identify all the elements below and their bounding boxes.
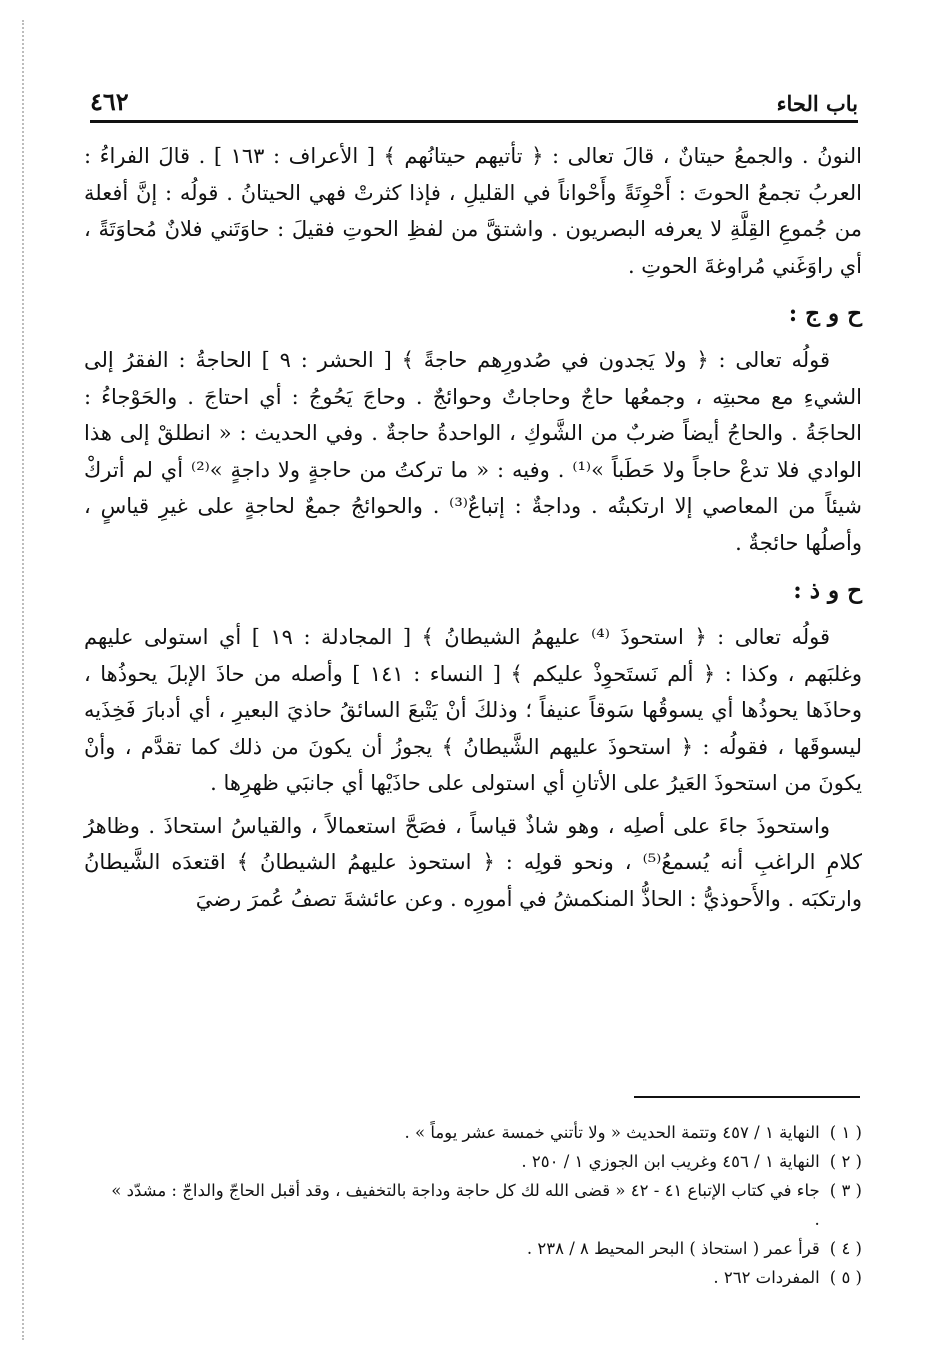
- footnote-item: [110, 1118, 862, 1147]
- footnote-text: النهاية ١ / ٤٥٦ وغريب ابن الجوزي ١ / ٢٥٠ .: [521, 1152, 820, 1171]
- running-title: باب الحاء: [776, 91, 858, 116]
- footnote-item: [110, 1263, 862, 1292]
- page-header: [90, 82, 858, 123]
- footnote-number: ( ٣ ): [829, 1181, 862, 1200]
- root-hwj-paragraph: قولُه تعالى : ﴿ ولا يَجدون في صُدورِهم حاجةً ﴾ [ الحشر : ٩ ] الحاجةُ : الفقرُ إلى الشيءِ مع محبتِه ، وجمعُها حاجٌ وحاجاتٌ وحوائجٌ . وحاجَ يَحُوجُ : أي احتاجَ . والحَوْجاءُ : الحاجَةُ . والحاجُ أيضاً ضربٌ من الشَّوكِ ، الواحدةُ حاجةٌ . وفي الحديث : « انطلقْ إلى هذا الوادي فلا تدعْ حاجاً ولا حَطَباً »⁽¹⁾ . وفيه : « ما تركتُ من حاجةٍ ولا داجةٍ »⁽²⁾ أي لم أتركْ شيئاً من المعاصي إلا ارتكبتُه . وداجةٌ : إتباعٌ⁽³⁾ . والحوائجُ جمعٌ لحاجةٍ على غيرِ قياسٍ ، وأصلُها حائجةٌ .: [84, 348, 863, 555]
- root-heading-hwj: ح و ج :: [788, 300, 862, 327]
- footnote-text: النهاية ١ / ٤٥٧ وتتمة الحديث « ولا تأتني خمسة عشر يوماً » .: [404, 1123, 820, 1142]
- page-number: ٤٦٢: [90, 87, 129, 116]
- footnote-item: [110, 1147, 862, 1176]
- root-hwdh-paragraph-2: واستحوذَ جاءَ على أصلِه ، وهو شاذٌ قياساً ، فصَحَّ استعمالاً ، والقياسُ استحاذَ . وظاهرُ كلامِ الراغبِ أنه يُسمعُ⁽⁵⁾ ، ونحو قولِه : ﴿ استحوذ عليهمُ الشيطانُ ﴾ اقتعدَه الشَّيطانُ وارتكبَه . والأَحوذيُّ : الحاذُّ المنكمشُ في أمورِه . وعن عائشةَ تصفُ عُمرَ رضيَ: [84, 813, 862, 911]
- footnotes: [110, 1118, 862, 1292]
- footnote-item: [110, 1176, 862, 1234]
- footnote-separator: [634, 1096, 860, 1098]
- scan-margin-dots: [22, 20, 24, 1340]
- intro-paragraph: النونُ . والجمعُ حيتانٌ ، قالَ تعالى : ﴿ تأتيهم حيتانُهم ﴾ [ الأعراف : ١٦٣ ] . قالَ الفراءُ : العربُ تجمعُ الحوتَ : أَحْوِتَةً وأَحْواناً في القليلِ ، فإذا كثرتْ فهي الحيتانُ . قولُه : إنَّ أفعلة من جُموعِ القِلَّةِ لا يعرفه البصريون . واشتقَّ من لفظِ الحوتِ فقيلَ : حاوَتَني فلانٌ مُحاوَتَةً ، أي راوَغَني مُراوغةَ الحوتِ .: [84, 144, 862, 278]
- root-hwdh-paragraph-1: قولُه تعالى : ﴿ استحوذَ ⁽⁴⁾ عليهمُ الشيطانُ ﴾ [ المجادلة : ١٩ ] أي استولى عليهم وغلبَهم ، وكذا : ﴿ ألم نَستَحوِذْ عليكم ﴾ [ النساء : ١٤١ ] وأصله من حاذَ الإبلَ يحوذُها ، وحاذَها يحوذُها أي يسوقُها سَوقاً عنيفاً ؛ وذلكَ أنْ يَتْبعَ السائقُ حاذيَ البعيرِ ، أي أدبارَ فَخِذَيه ليسوقَها ، فقولُه : ﴿ استحوذَ عليهم الشَّيطانُ ﴾ يجوزُ أن يكونَ من ذلك كما تقدَّم ، وأنْ يكونَ من استحوذَ العَيرُ على الأتانِ أي استولى على حاذَيْها أي جانبَي ظهرِها .: [84, 625, 862, 795]
- footnote-number: ( ١ ): [829, 1123, 862, 1142]
- footnote-text: قرأ عمر ( استحاذ ) البحر المحيط ٨ / ٢٣٨ .: [526, 1239, 820, 1258]
- root-heading-hwdh: ح و ذ :: [793, 577, 862, 604]
- footnote-number: ( ٢ ): [829, 1152, 862, 1171]
- footnote-number: ( ٤ ): [829, 1239, 862, 1258]
- footnote-item: [110, 1234, 862, 1263]
- footnote-text: جاء في كتاب الإتباع ٤١ - ٤٢ « قضى الله لك كل حاجة وداجة بالتخفيف ، وقد أقبل الحاجّ والداجّ : مشدّد » .: [111, 1181, 820, 1229]
- footnote-text: المفردات ٢٦٢ .: [713, 1268, 820, 1287]
- footnote-number: ( ٥ ): [829, 1268, 862, 1287]
- main-text: [84, 138, 862, 917]
